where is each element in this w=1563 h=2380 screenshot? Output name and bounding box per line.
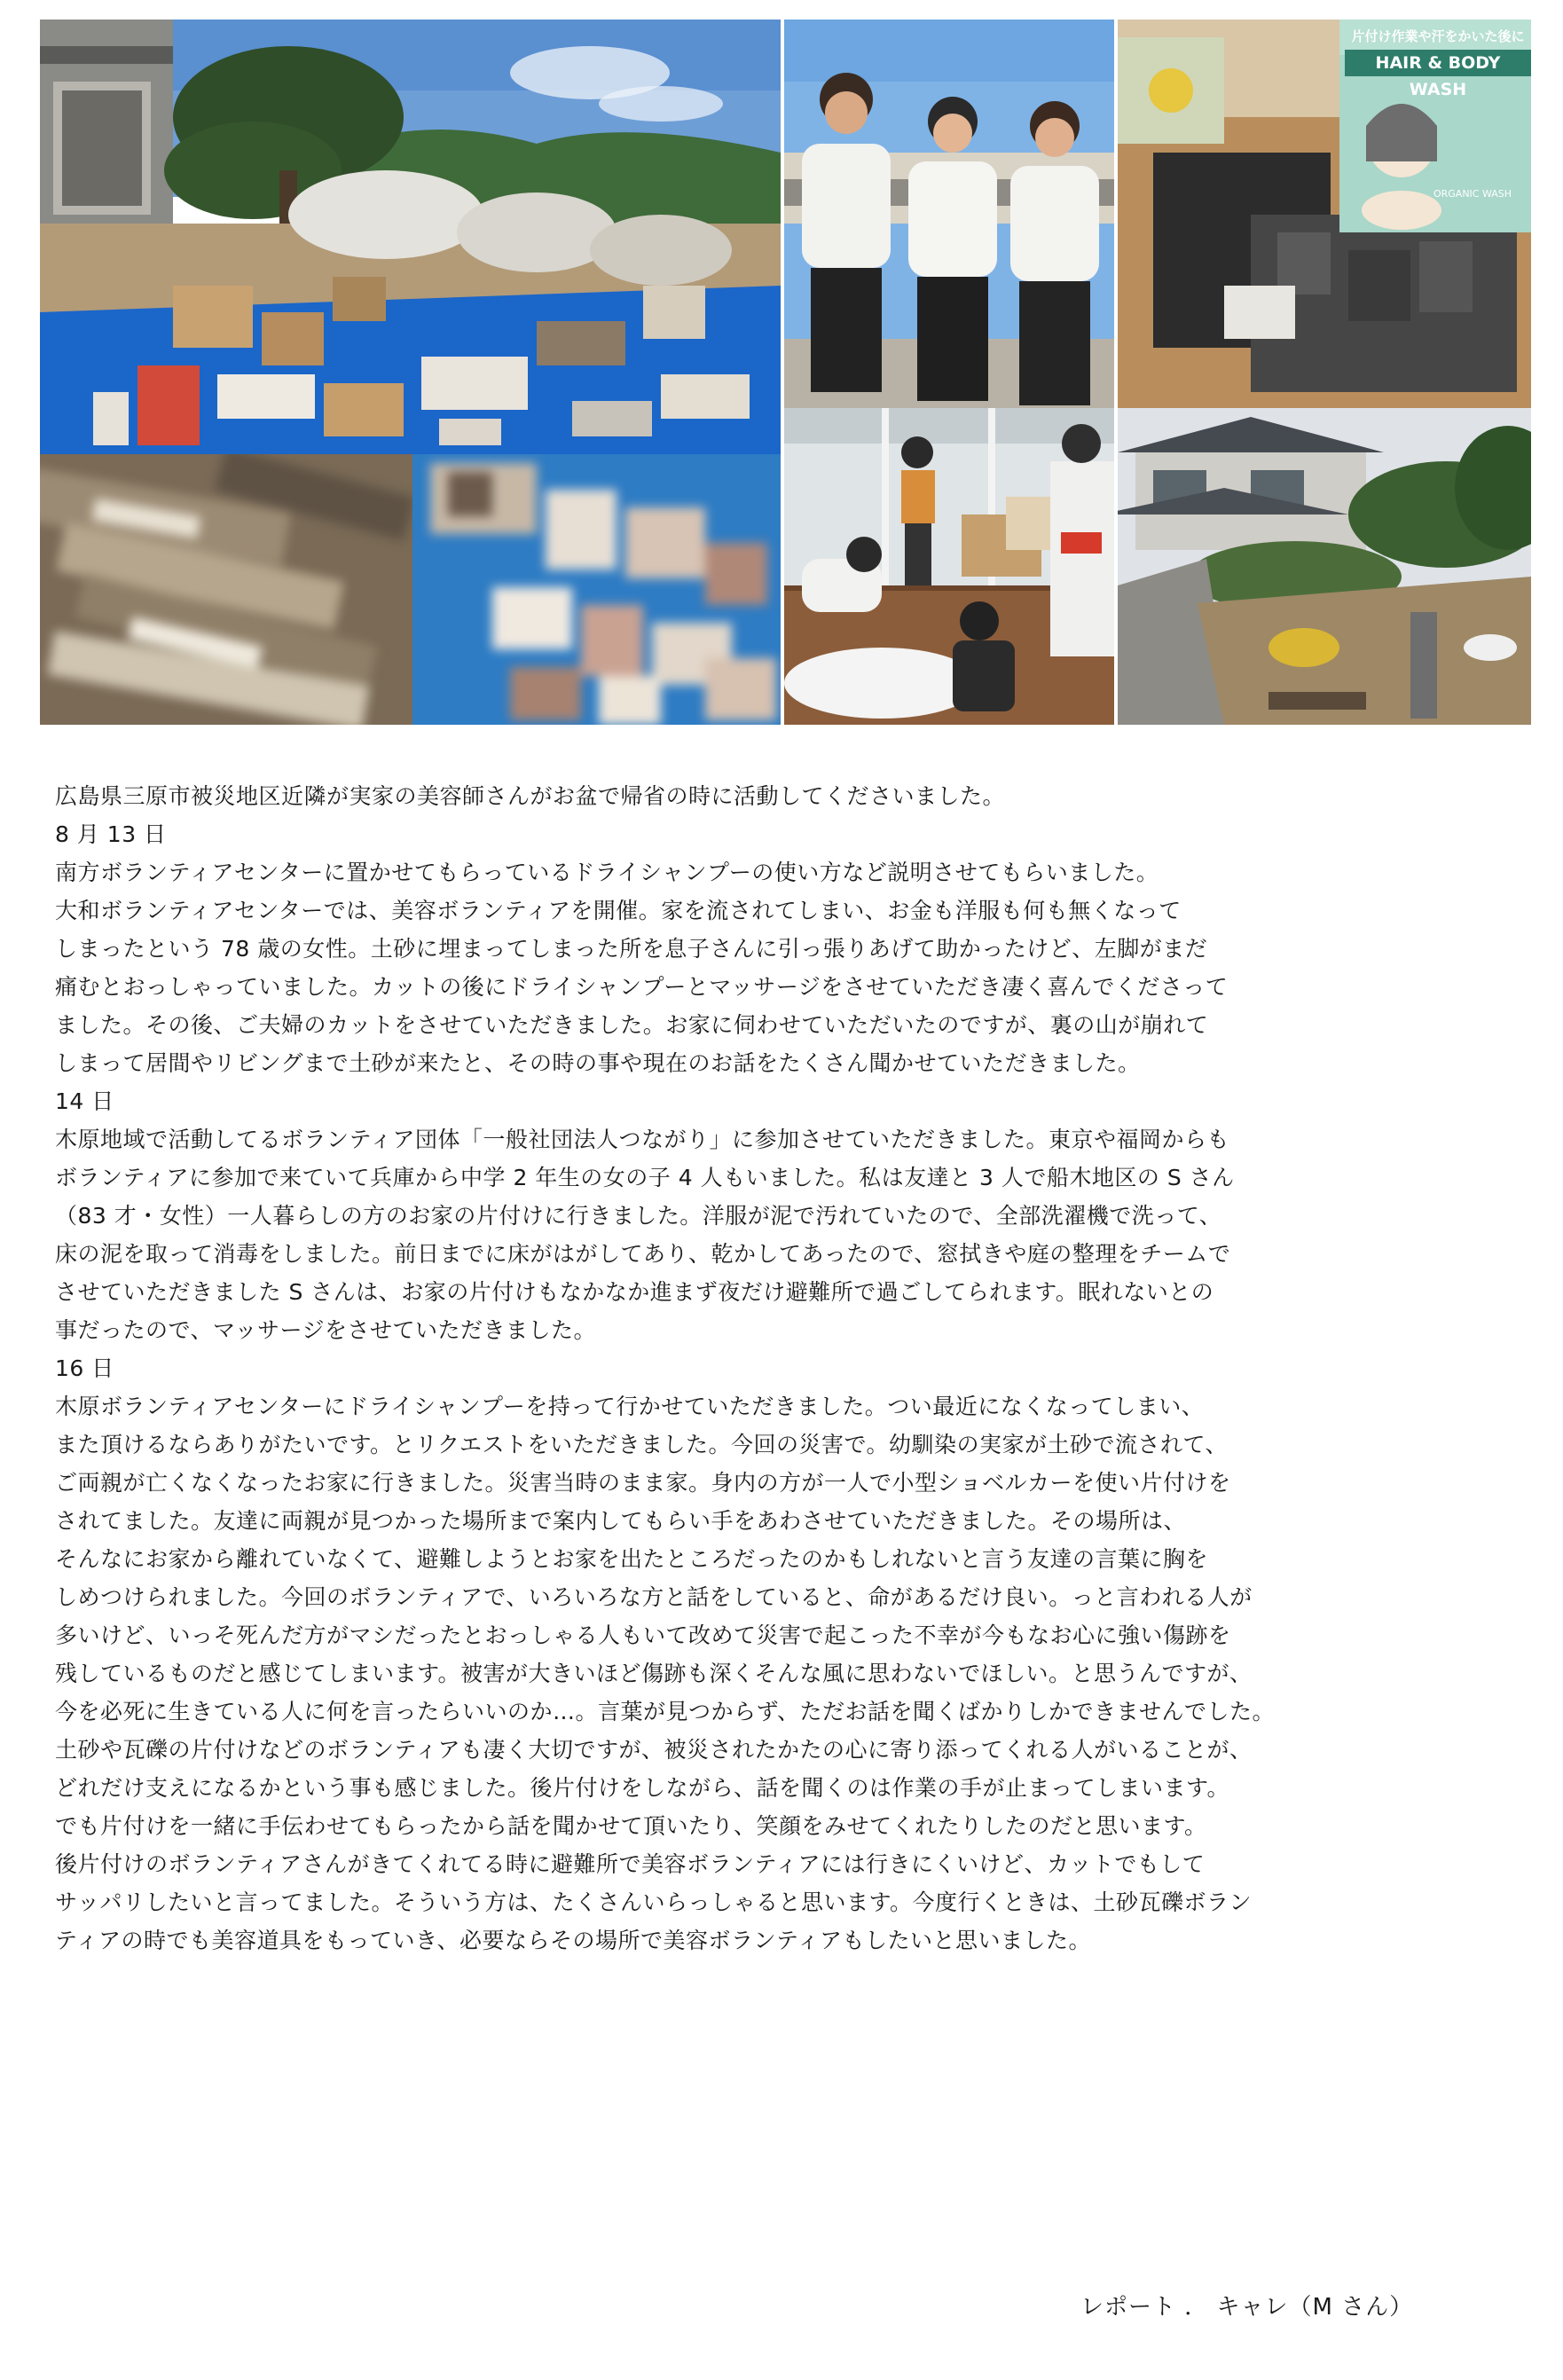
article-line: 木原ボランティアセンターにドライシャンプーを持って行かせていただきました。つい最近になくなってしまい、 (55, 1394, 1205, 1419)
report-credit: レポート ． キャレ（M さん） (1080, 2294, 1414, 2321)
poster-top-text: 片付け作業や汗をかいた後に (1351, 28, 1525, 44)
photo-yard-debris (40, 20, 781, 454)
photo-scattered-photos (412, 454, 781, 725)
article-line: 今を必死に生きている人に何を言ったらいいのか…。言葉が見つからず、ただお話を聞くばかりしかできませんでした。 (55, 1699, 1276, 1724)
article-line: ティアの時でも美容道具をもっていき、必要ならその場所で美容ボランティアもしたいと思いました。 (55, 1928, 1092, 1953)
photo-volunteers (784, 20, 1114, 408)
article-line: （83 才・女性）一人暮らしの方のお家の片付けに行きました。洋服が泥で汚れていたので、全部洗濯機で洗って、 (55, 1203, 1222, 1229)
article-line: また頂けるならありがたいです。とリクエストをいただきました。今回の災害で。幼馴染の実家が土砂で流されて、 (55, 1432, 1229, 1457)
date-heading: 8 月 13 日 (55, 821, 167, 847)
date-heading: 14 日 (55, 1088, 114, 1114)
article-line: 土砂や瓦礫の片付けなどのボランティアも凄く大切ですが、被災されたかたの心に寄り添ってくれる人がいることが、 (55, 1737, 1253, 1763)
article-line: でも片付けを一緒に手伝わせてもらったから話を聞かせて頂いたり、笑顔をみせてくれたりしたのだと思います。 (55, 1813, 1207, 1839)
article-line: 事だったので、マッサージをさせていただきました。 (55, 1317, 597, 1343)
photo-hair-body-wash-box (1118, 20, 1531, 408)
article-line: しまったという 78 歳の女性。土砂に埋まってしまった所を息子さんに引っ張りあげて助かったけど、左脚がまだ (55, 936, 1208, 962)
article-line: ボランティアに参加で来ていて兵庫から中学 2 年生の女の子 4 人もいました。私は友達と 3 人で船木地区の S さん (55, 1165, 1235, 1190)
article-line: ご両親が亡くなくなったお家に行きました。災害当時のまま家。身内の方が一人で小型ショベルカーを使い片付けを (55, 1470, 1231, 1496)
article-line: させていただきました S さんは、お家の片付けもなかなか進まず夜だけ避難所で過ごしてられます。眠れないとの (55, 1279, 1214, 1305)
article-line: ました。その後、ご夫婦のカットをさせていただきました。お家に伺わせていただいたのですが、裏の山が崩れて (55, 1012, 1209, 1038)
article-line: そんなにお家から離れていなくて、避難しようとお家を出たところだったのかもしれないと言う友達の言葉に胸を (55, 1546, 1209, 1572)
poster-brand: ORGANIC WASH (1433, 188, 1512, 200)
article-line: サッパリしたいと言ってました。そういう方は、たくさんいらっしゃると思います。今度行くときは、土砂瓦礫ボラン (55, 1889, 1253, 1915)
article-line: 大和ボランティアセンターでは、美容ボランティアを開催。家を流されてしまい、お金も洋服も何も無くなって (55, 898, 1182, 923)
article-line: されてました。友達に両親が見つかった場所まで案内してもらい手をあわさせていただきました。その場所は、 (55, 1508, 1187, 1534)
photo-indoor-sorting (784, 408, 1114, 725)
date-heading: 16 日 (55, 1355, 114, 1381)
article-line: どれだけ支えになるかという事も感じました。後片付けをしながら、話を聞くのは作業の手が止まってしまいます。 (55, 1775, 1230, 1801)
article-line: 多いけど、いっそ死んだ方がマシだったとおっしゃる人もいて改めて災害で起こった不幸が今もなお心に強い傷跡を (55, 1622, 1231, 1648)
article-line: しめつけられました。今回のボランティアで、いろいろな方と話をしていると、命があるだけ良い。っと言われる人が (55, 1584, 1253, 1610)
photo-muddy-albums (40, 454, 412, 725)
article-line: 広島県三原市被災地区近隣が実家の美容師さんがお盆で帰省の時に活動してくださいました。 (55, 783, 1006, 809)
article-line: 床の泥を取って消毒をしました。前日までに床がはがしてあり、乾かしてあったので、窓拭きや庭の整理をチームで (55, 1241, 1231, 1267)
photo-damaged-yard (1118, 408, 1531, 725)
article-line: 後片付けのボランティアさんがきてくれてる時に避難所で美容ボランティアには行きにくいけど、カットでもして (55, 1851, 1206, 1877)
article-line: 南方ボランティアセンターに置かせてもらっているドライシャンプーの使い方など説明させてもらいました。 (55, 860, 1159, 885)
article-line: しまって居間やリビングまで土砂が来たと、その時の事や現在のお話をたくさん聞かせていただきました。 (55, 1050, 1141, 1076)
poster-title: HAIR & BODY WASH (1345, 50, 1531, 76)
article-line: 痛むとおっしゃっていました。カットの後にドライシャンプーとマッサージをさせていただき凄く喜んでくださって (55, 974, 1229, 1000)
article-line: 木原地域で活動してるボランティア団体「一般社団法人つながり」に参加させていただきました。東京や福岡からも (55, 1127, 1230, 1152)
article-body (55, 777, 1528, 1960)
article-line: 残しているものだと感じてしまいます。被害が大きいほど傷跡も深くそんな風に思わないでほしい。と思うんですが、 (55, 1661, 1253, 1686)
